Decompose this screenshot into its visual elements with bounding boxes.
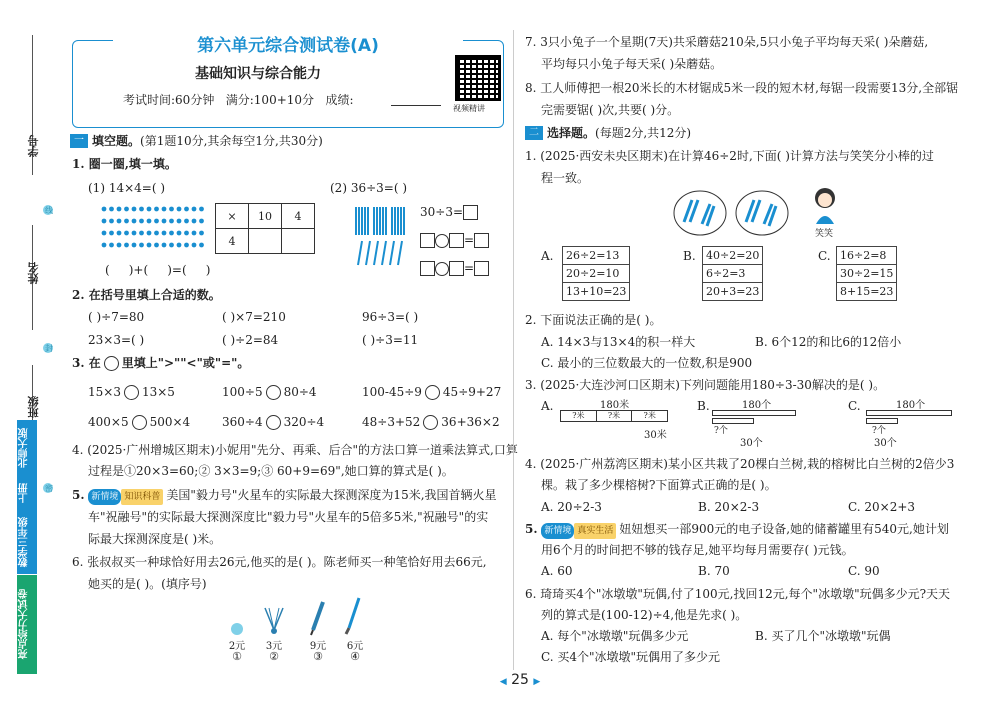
choice-6-option-a[interactable]: A. 每个"冰墩墩"玩偶多少元 xyxy=(541,629,689,643)
exam-header xyxy=(72,36,504,128)
section-note: (每题2分,共12分) xyxy=(595,126,692,140)
answer-box[interactable] xyxy=(474,233,489,248)
array-dot xyxy=(177,207,182,212)
bar-segments xyxy=(560,410,668,422)
left-expr: 360÷4 xyxy=(222,415,263,429)
array-dot xyxy=(109,231,114,236)
grid-cell: 4 xyxy=(282,204,315,229)
choice-5-line2[interactable]: 用6个月的时间把不够的钱存足,她平均每月需要存( )元钱。 xyxy=(541,543,854,557)
compare-item xyxy=(362,384,501,400)
loose-stick xyxy=(358,241,362,265)
question-2-item[interactable]: ( )÷7=80 xyxy=(88,310,145,324)
item-price: 2元 xyxy=(228,641,246,652)
brand-name: 亮点给力大试卷 xyxy=(17,575,37,674)
question-1a-answer[interactable]: ( )+( )=( ) xyxy=(105,263,211,277)
brand-grade: 数学三年级 xyxy=(17,510,37,574)
eq1-text: 30÷3= xyxy=(420,205,464,219)
choice-6-line1: 6. 琦琦买4个"冰墩墩"玩偶,付了100元,找回12元,每个"冰墩墩"玩偶多少元?天天 xyxy=(525,587,951,601)
item-number: ④ xyxy=(350,650,360,663)
array-dot xyxy=(139,207,144,212)
option-b-table[interactable] xyxy=(702,246,763,301)
right-expr: 500×4 xyxy=(149,415,191,429)
choice-5-line1 xyxy=(525,521,949,539)
question-1b-eq3 xyxy=(420,260,489,276)
multiplication-grid xyxy=(215,203,315,254)
option-row: 13+10=23 xyxy=(566,285,627,298)
bar-segment: ?米 xyxy=(597,411,633,421)
array-dot xyxy=(102,243,107,248)
right-expr: 13×5 xyxy=(141,385,175,399)
array-dot xyxy=(117,219,122,224)
choice-2-stem: 2. 下面说法正确的是( )。 xyxy=(525,313,662,327)
array-dot xyxy=(132,219,137,224)
question-2-stem: 2. 在括号里填上合适的数。 xyxy=(72,288,221,302)
q3-stem-pre: 3. 在 xyxy=(72,356,101,370)
science-tag: 知识科普 xyxy=(121,489,163,505)
array-dot xyxy=(147,243,152,248)
array-dot xyxy=(109,243,114,248)
girl-avatar-icon xyxy=(810,186,840,226)
question-number: 5. xyxy=(72,488,85,502)
loose-stick xyxy=(390,241,394,265)
answer-box[interactable] xyxy=(474,261,489,276)
option-label-b[interactable]: B. xyxy=(683,249,696,263)
question-1-stem: 1. 圈一圈,填一填。 xyxy=(72,157,177,171)
right-expr: 80÷4 xyxy=(283,385,317,399)
equals-sign: = xyxy=(464,261,475,275)
array-dot xyxy=(124,219,129,224)
question-5-line1 xyxy=(72,487,497,505)
array-dot xyxy=(147,219,152,224)
question-number: 5. xyxy=(525,522,538,536)
array-dot xyxy=(147,207,152,212)
left-expr: 15×3 xyxy=(88,385,121,399)
score-line xyxy=(391,105,441,106)
option-label-c[interactable]: C. xyxy=(818,249,831,263)
compare-item xyxy=(88,414,190,430)
exam-info: 考试时间:60分钟 满分:100+10分 成绩: xyxy=(123,93,354,107)
question-1b-label: (2) 36÷3=( ) xyxy=(330,181,408,195)
loose-stick xyxy=(398,241,402,265)
choice-1-line2: 程一致。 xyxy=(541,171,590,185)
array-dot xyxy=(162,219,167,224)
left-expr: 48÷3+52 xyxy=(362,415,421,429)
compare-circle[interactable] xyxy=(425,385,440,400)
diagram-top-label: 180个 xyxy=(742,400,772,411)
left-expr: 100÷5 xyxy=(222,385,263,399)
question-2-item[interactable]: ( )÷2=84 xyxy=(222,333,279,347)
array-dot xyxy=(154,219,159,224)
choice-4-line1: 4. (2025·广州荔湾区期末)某小区共栽了20棵白兰树,栽的榕树比白兰树的2倍少3 xyxy=(525,457,955,471)
array-dot xyxy=(132,231,137,236)
brand-edition: 北师大版 xyxy=(17,420,37,476)
option-label-a[interactable]: A. xyxy=(541,249,554,263)
choice-6-line2[interactable]: 列的算式是(100-12)÷4,他是先求( )。 xyxy=(541,608,748,622)
array-dot xyxy=(117,231,122,236)
question-8-line2[interactable]: 完需要锯( )次,共要( )分。 xyxy=(541,103,680,117)
left-expr: 100-45÷9 xyxy=(362,385,422,399)
option-row: 16÷2=8 xyxy=(837,247,896,265)
choice-3-option-a-label[interactable]: A. xyxy=(541,399,554,413)
answer-box[interactable] xyxy=(420,261,435,276)
array-dot xyxy=(184,243,189,248)
question-1a-label: (1) 14×4=( ) xyxy=(88,181,166,195)
array-dot xyxy=(139,219,144,224)
compare-circle[interactable] xyxy=(266,415,281,430)
diagram-bottom-label: 30个 xyxy=(874,438,897,449)
array-dot xyxy=(109,219,114,224)
choice-1-line1: 1. (2025·西安未央区期末)在计算46÷2时,下面( )计算方法与笑笑分小棒的过 xyxy=(525,149,934,163)
question-5-line3[interactable]: 际最大探测深度是( )米。 xyxy=(88,532,222,546)
choice-3-option-b-label[interactable]: B. xyxy=(697,399,710,413)
array-dot xyxy=(124,243,129,248)
array-dot xyxy=(177,231,182,236)
array-dot xyxy=(192,207,197,212)
compare-item xyxy=(222,414,324,430)
array-dot xyxy=(117,207,122,212)
option-row: 8+15=23 xyxy=(840,285,894,298)
array-dot xyxy=(184,219,189,224)
question-2-item[interactable]: ( )÷3=11 xyxy=(362,333,419,347)
array-dot xyxy=(169,243,174,248)
compare-circle[interactable] xyxy=(423,415,438,430)
array-dot xyxy=(199,231,204,236)
loose-stick xyxy=(382,241,386,265)
question-7-line1[interactable]: 7. 3只小兔子一个星期(7天)共采蘑菇210朵,5只小兔子平均每天采( )朵蘑菇, xyxy=(525,35,929,49)
array-dot xyxy=(124,231,129,236)
array-dot xyxy=(102,219,107,224)
array-dot xyxy=(177,219,182,224)
exam-title: 第六单元综合测试卷(A) xyxy=(113,31,463,56)
array-dot xyxy=(109,207,114,212)
option-row: 30÷2=15 xyxy=(837,265,896,283)
question-4-line1: 4. (2025·广州增城区期末)小妮用"先分、再乘、后合"的方法口算一道乘法算式,口算 xyxy=(72,443,518,457)
question-2-item[interactable]: ( )×7=210 xyxy=(222,310,286,324)
choice-3-option-c-label[interactable]: C. xyxy=(848,399,861,413)
column-divider xyxy=(513,30,514,670)
array-dot xyxy=(154,231,159,236)
array-dot xyxy=(192,243,197,248)
option-row: 6÷2=3 xyxy=(703,265,762,283)
page-number: 25 xyxy=(511,672,529,688)
q3-stem-post: 里填上">""<"或"="。 xyxy=(121,356,250,370)
option-row: 20÷2=10 xyxy=(563,265,629,283)
question-8-line1: 8. 工人师傅把一根20米长的木材锯成5米一段的短木材,每锯一段需要13分,全部锯 xyxy=(525,81,959,95)
item-price: 9元 xyxy=(309,641,327,652)
question-2-item[interactable]: 23×3=( ) xyxy=(88,333,145,347)
choice-4-option[interactable]: B. 20×2-3 xyxy=(698,500,760,514)
choice-2-option-a[interactable]: A. 14×3与13×4的积一样大 xyxy=(541,335,696,349)
bar-whole xyxy=(712,410,796,416)
q5-text1: 美国"毅力号"火星车的实际最大探测深度为15米,我国首辆火星 xyxy=(166,488,497,502)
choice-5-option[interactable]: C. 90 xyxy=(848,564,880,578)
bar-segment: ?米 xyxy=(643,411,656,420)
diagram-bottom-label: 30个 xyxy=(740,438,763,449)
array-dot xyxy=(132,207,137,212)
right-expr: 45÷9+27 xyxy=(442,385,502,399)
diagram-top-label: 180个 xyxy=(896,400,926,411)
section-note: (第1题10分,其余每空1分,共30分) xyxy=(140,134,323,148)
item-number: ③ xyxy=(313,650,323,663)
choice-4-option[interactable]: C. 20×2+3 xyxy=(848,500,916,514)
choice-2-option-b[interactable]: B. 6个12的和比6的12倍小 xyxy=(755,335,902,349)
dot-label-seal: 封 xyxy=(45,344,53,353)
section-title: 选择题。 xyxy=(547,126,596,140)
sticks-bundle-figure xyxy=(352,205,412,267)
label-class: 班级 xyxy=(27,396,40,418)
grid-cell: 4 xyxy=(216,229,249,254)
item-number: ② xyxy=(269,650,279,663)
answer-circle[interactable] xyxy=(435,234,449,248)
array-dot xyxy=(192,219,197,224)
compare-circle[interactable] xyxy=(266,385,281,400)
array-dot xyxy=(117,243,122,248)
array-dot xyxy=(162,207,167,212)
exam-subtitle: 基础知识与综合能力 xyxy=(195,66,321,82)
array-dot xyxy=(162,243,167,248)
right-expr: 320÷4 xyxy=(283,415,325,429)
loose-stick xyxy=(374,241,378,265)
grid-cell: × xyxy=(216,204,249,229)
label-student-id: 学号 xyxy=(27,135,40,157)
prev-page-icon[interactable]: ◀ xyxy=(499,677,507,687)
array-dot xyxy=(169,207,174,212)
choice-4-line2: 棵。栽了多少棵榕树?下面算式正确的是( )。 xyxy=(541,478,777,492)
plus-sign: = xyxy=(464,233,475,247)
option-row: 26÷2=13 xyxy=(563,247,629,265)
ball-icon xyxy=(227,622,247,636)
bar-diagram-c[interactable] xyxy=(866,396,976,449)
fountain-pen-icon xyxy=(307,600,327,636)
array-dot xyxy=(102,231,107,236)
answer-box[interactable] xyxy=(463,205,478,220)
bar-diagram-a[interactable] xyxy=(560,396,690,442)
compare-item xyxy=(362,414,500,430)
item-number: ① xyxy=(232,650,242,663)
array-dot xyxy=(139,243,144,248)
answer-box[interactable] xyxy=(420,233,435,248)
choice-5-option[interactable]: A. 60 xyxy=(541,564,573,578)
array-dot xyxy=(199,207,204,212)
item-price: 6元 xyxy=(346,641,364,652)
array-dot xyxy=(199,219,204,224)
c5-text1: 妞妞想买一部900元的电子设备,她的储蓄罐里有540元,她计划 xyxy=(619,522,949,536)
array-dot xyxy=(199,243,204,248)
new-context-tag: 新情境 xyxy=(541,523,574,539)
bar-whole xyxy=(866,410,952,416)
grid-cell: 10 xyxy=(249,204,282,229)
section-title: 填空题。 xyxy=(92,134,141,148)
array-dot xyxy=(169,231,174,236)
array-dot xyxy=(184,231,189,236)
array-dot xyxy=(162,231,167,236)
label-name: 姓名 xyxy=(27,262,40,284)
dot-array-figure xyxy=(100,203,210,255)
grid-cell[interactable] xyxy=(249,229,282,254)
array-dot xyxy=(154,243,159,248)
brand-term: 上册 xyxy=(17,475,37,511)
section-number: 二 xyxy=(525,126,543,140)
choice-6-option-c[interactable]: C. 买4个"冰墩墩"玩偶用了多少元 xyxy=(541,650,721,664)
dot-label-secret: 密 xyxy=(45,484,53,493)
dot-label-line: 线 xyxy=(45,206,53,215)
page-footer xyxy=(490,672,550,688)
choice-4-option[interactable]: A. 20÷2-3 xyxy=(541,500,602,514)
question-5-line2: 车"祝融号"的实际最大探测深度比"毅力号"火星车的5倍多5米,"祝融号"的实 xyxy=(88,510,489,524)
compare-circle[interactable] xyxy=(132,415,147,430)
choice-5-option[interactable]: B. 70 xyxy=(698,564,730,578)
array-dot xyxy=(169,219,174,224)
shopping-items xyxy=(225,622,375,682)
binding-strip xyxy=(0,0,58,707)
compare-item xyxy=(88,384,175,400)
answer-circle[interactable] xyxy=(435,262,449,276)
option-c-table[interactable] xyxy=(836,246,897,301)
choice-6-option-b[interactable]: B. 买了几个"冰墩墩"玩偶 xyxy=(755,629,891,643)
qr-label: 视频精讲 xyxy=(453,104,485,113)
bar-diagram-b[interactable] xyxy=(712,396,822,449)
right-expr: 36+36×2 xyxy=(441,415,500,429)
question-7-line2[interactable]: 平均每只小兔子每天采( )朵蘑菇。 xyxy=(541,57,723,71)
choice-3-stem: 3. (2025·大连沙河口区期末)下列问题能用180÷3-30解决的是( )。 xyxy=(525,378,886,392)
array-dot xyxy=(177,243,182,248)
bar-unknown: ?个 xyxy=(872,426,886,436)
section-multiple-choice xyxy=(525,124,691,141)
question-6-line1[interactable]: 6. 张叔叔买一种球恰好用去26元,他买的是( )。陈老师买一种笔恰好用去66元, xyxy=(72,555,487,569)
section-number: 一 xyxy=(70,134,88,148)
option-row: 40÷2=20 xyxy=(703,247,762,265)
compare-circle[interactable] xyxy=(124,385,139,400)
next-page-icon[interactable]: ▶ xyxy=(533,677,541,687)
question-6-line2[interactable]: 她买的是( )。(填序号) xyxy=(88,577,207,591)
array-dot xyxy=(184,207,189,212)
option-a-table[interactable] xyxy=(562,246,630,301)
section-fill-blanks xyxy=(70,132,323,149)
answer-box[interactable] xyxy=(449,261,464,276)
array-dot xyxy=(192,231,197,236)
array-dot xyxy=(139,231,144,236)
question-1b-eq2 xyxy=(420,232,489,248)
compare-circle-icon xyxy=(104,356,119,371)
question-1b-eq1 xyxy=(420,204,478,220)
answer-box[interactable] xyxy=(449,233,464,248)
array-dot xyxy=(132,243,137,248)
new-context-tag: 新情境 xyxy=(88,489,121,505)
grid-cell[interactable] xyxy=(282,229,315,254)
item-price: 3元 xyxy=(265,641,283,652)
diagram-top-label: 180米 xyxy=(600,400,630,411)
array-dot xyxy=(102,207,107,212)
diagram-bottom-label: 30米 xyxy=(644,430,667,441)
bar-unknown: ?个 xyxy=(714,426,728,436)
question-2-item[interactable]: 96÷3=( ) xyxy=(362,310,419,324)
question-4-line2[interactable]: 过程是①20×3=60;② 3×3=9;③ 60+9=69",她口算的算式是( )。 xyxy=(88,464,454,478)
array-dot xyxy=(154,207,159,212)
question-3-stem xyxy=(72,355,249,371)
array-dot xyxy=(124,207,129,212)
real-life-tag: 真实生活 xyxy=(574,523,616,539)
qr-code-icon[interactable] xyxy=(455,55,501,101)
left-expr: 400×5 xyxy=(88,415,129,429)
compare-item xyxy=(222,384,317,400)
brush-pen-icon xyxy=(343,596,363,636)
character-name: 笑笑 xyxy=(815,229,834,239)
sticks-division-figure xyxy=(672,188,812,238)
bar-segment: ?米 xyxy=(561,411,597,421)
array-dot xyxy=(147,231,152,236)
option-row: 20+3=23 xyxy=(706,285,760,298)
shuttlecock-icon xyxy=(263,606,285,636)
choice-2-option-c[interactable]: C. 最小的三位数最大的一位数,积是900 xyxy=(541,356,753,370)
loose-stick xyxy=(366,241,370,265)
